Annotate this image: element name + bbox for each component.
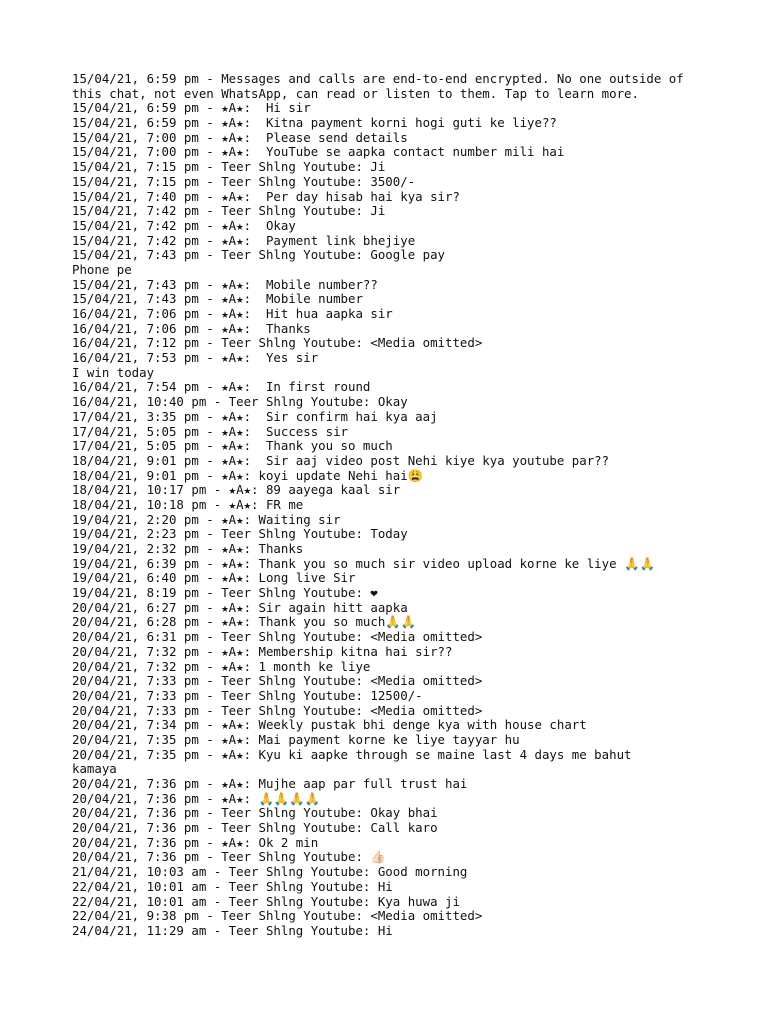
chat-line: 22/04/21, 9:38 pm - Teer Shlng Youtube: <Media omitted> xyxy=(72,908,483,924)
chat-line: 15/04/21, 6:59 pm - ★A★: Kitna payment korni hogi guti ke liye?? xyxy=(72,115,557,131)
chat-line: 20/04/21, 6:28 pm - ★A★: Thank you so much🙏🙏 xyxy=(72,614,417,630)
chat-line: 15/04/21, 7:43 pm - Teer Shlng Youtube: Google pay xyxy=(72,247,445,263)
chat-line: 16/04/21, 7:12 pm - Teer Shlng Youtube: <Media omitted> xyxy=(72,335,483,351)
chat-line: I win today xyxy=(72,364,155,380)
chat-line: 20/04/21, 7:36 pm - Teer Shlng Youtube: Okay bhai xyxy=(72,805,438,821)
chat-line: 17/04/21, 5:05 pm - ★A★: Thank you so much xyxy=(72,438,393,454)
chat-line: 20/04/21, 7:32 pm - ★A★: 1 month ke liye xyxy=(72,658,371,674)
chat-line: 15/04/21, 7:42 pm - Teer Shlng Youtube: Ji xyxy=(72,203,386,219)
chat-line: Phone pe xyxy=(72,261,132,277)
chat-line: 16/04/21, 7:54 pm - ★A★: In first round xyxy=(72,379,371,395)
chat-line: 20/04/21, 7:33 pm - Teer Shlng Youtube: <Media omitted> xyxy=(72,702,483,718)
chat-line: 15/04/21, 7:42 pm - ★A★: Okay xyxy=(72,217,296,233)
chat-line: 20/04/21, 7:36 pm - ★A★: Ok 2 min xyxy=(72,834,319,850)
chat-line: 19/04/21, 2:32 pm - ★A★: Thanks xyxy=(72,541,304,556)
chat-line: 17/04/21, 5:05 pm - ★A★: Success sir xyxy=(72,423,349,439)
chat-line: 20/04/21, 7:36 pm - Teer Shlng Youtube: Call karo xyxy=(72,820,438,836)
chat-line: 20/04/21, 6:27 pm - ★A★: Sir again hitt aapka xyxy=(72,599,408,615)
chat-line: 20/04/21, 7:32 pm - ★A★: Membership kitna hai sir?? xyxy=(72,643,453,659)
chat-line: 19/04/21, 8:19 pm - Teer Shlng Youtube: ❤ xyxy=(72,585,378,601)
chat-export-text xyxy=(72,72,752,939)
chat-line: 22/04/21, 10:01 am - Teer Shlng Youtube: Kya huwa ji xyxy=(72,893,460,909)
chat-line: 24/04/21, 11:29 am - Teer Shlng Youtube: Hi xyxy=(72,922,393,938)
chat-line: 18/04/21, 9:01 pm - ★A★: Sir aaj video post Nehi kiye kya youtube par?? xyxy=(72,452,610,468)
chat-line: 15/04/21, 7:00 pm - ★A★: Please send details xyxy=(72,129,408,145)
chat-line: kamaya xyxy=(72,761,117,777)
chat-line: 15/04/21, 7:15 pm - Teer Shlng Youtube: Ji xyxy=(72,159,386,175)
chat-line: 16/04/21, 7:06 pm - ★A★: Thanks xyxy=(72,320,311,336)
chat-line: 18/04/21, 9:01 pm - ★A★: koyi update Nehi hai😩 xyxy=(72,467,424,483)
chat-line: 15/04/21, 7:00 pm - ★A★: YouTube se aapka contact number mili hai xyxy=(72,144,565,160)
chat-line: 20/04/21, 6:31 pm - Teer Shlng Youtube: <Media omitted> xyxy=(72,629,483,645)
chat-line: 15/04/21, 7:43 pm - ★A★: Mobile number?? xyxy=(72,276,378,292)
chat-line: 15/04/21, 6:59 pm - ★A★: Hi sir xyxy=(72,100,311,116)
chat-line: 17/04/21, 3:35 pm - ★A★: Sir confirm hai kya aaj xyxy=(72,408,438,424)
chat-line: 15/04/21, 7:43 pm - ★A★: Mobile number xyxy=(72,291,363,307)
chat-line: 19/04/21, 6:39 pm - ★A★: Thank you so much sir video upload korne ke liye 🙏🙏 xyxy=(72,555,655,571)
chat-line: 18/04/21, 10:18 pm - ★A★: FR me xyxy=(72,496,304,512)
chat-line: this chat, not even WhatsApp, can read or listen to them. Tap to learn more. xyxy=(72,85,639,101)
chat-line: 22/04/21, 10:01 am - Teer Shlng Youtube: Hi xyxy=(72,878,393,894)
chat-line: 16/04/21, 10:40 pm - Teer Shlng Youtube: Okay xyxy=(72,394,408,410)
chat-line: 19/04/21, 2:20 pm - ★A★: Waiting sir xyxy=(72,511,341,527)
chat-line: 20/04/21, 7:33 pm - Teer Shlng Youtube: <Media omitted> xyxy=(72,673,483,689)
chat-line: 20/04/21, 7:36 pm - ★A★: 🙏🙏🙏🙏 xyxy=(72,790,321,806)
chat-line: 21/04/21, 10:03 am - Teer Shlng Youtube: Good morning xyxy=(72,864,468,880)
chat-line: 18/04/21, 10:17 pm - ★A★: 89 aayega kaal sir xyxy=(72,482,401,498)
chat-line: 16/04/21, 7:06 pm - ★A★: Hit hua aapka sir xyxy=(72,306,393,321)
chat-line: 20/04/21, 7:36 pm - ★A★: Mujhe aap par full trust hai xyxy=(72,776,468,791)
chat-line: 15/04/21, 7:15 pm - Teer Shlng Youtube: 3500/- xyxy=(72,173,416,189)
chat-line: 15/04/21, 6:59 pm - Messages and calls are end-to-end encrypted. No one outside of xyxy=(72,71,684,86)
chat-line: 19/04/21, 6:40 pm - ★A★: Long live Sir xyxy=(72,570,356,586)
chat-line: 15/04/21, 7:40 pm - ★A★: Per day hisab hai kya sir? xyxy=(72,188,460,204)
chat-line: 20/04/21, 7:36 pm - Teer Shlng Youtube: 👍🏻 xyxy=(72,849,386,865)
chat-line: 20/04/21, 7:35 pm - ★A★: Mai payment korne ke liye tayyar hu xyxy=(72,731,520,747)
chat-line: 19/04/21, 2:23 pm - Teer Shlng Youtube: Today xyxy=(72,526,408,542)
chat-line: 20/04/21, 7:35 pm - ★A★: Kyu ki aapke through se maine last 4 days me bahut xyxy=(72,746,632,762)
chat-line: 20/04/21, 7:33 pm - Teer Shlng Youtube: 12500/- xyxy=(72,687,423,703)
chat-line: 20/04/21, 7:34 pm - ★A★: Weekly pustak bhi denge kya with house chart xyxy=(72,717,587,733)
chat-line: 16/04/21, 7:53 pm - ★A★: Yes sir xyxy=(72,350,319,366)
chat-line: 15/04/21, 7:42 pm - ★A★: Payment link bhejiye xyxy=(72,232,416,248)
